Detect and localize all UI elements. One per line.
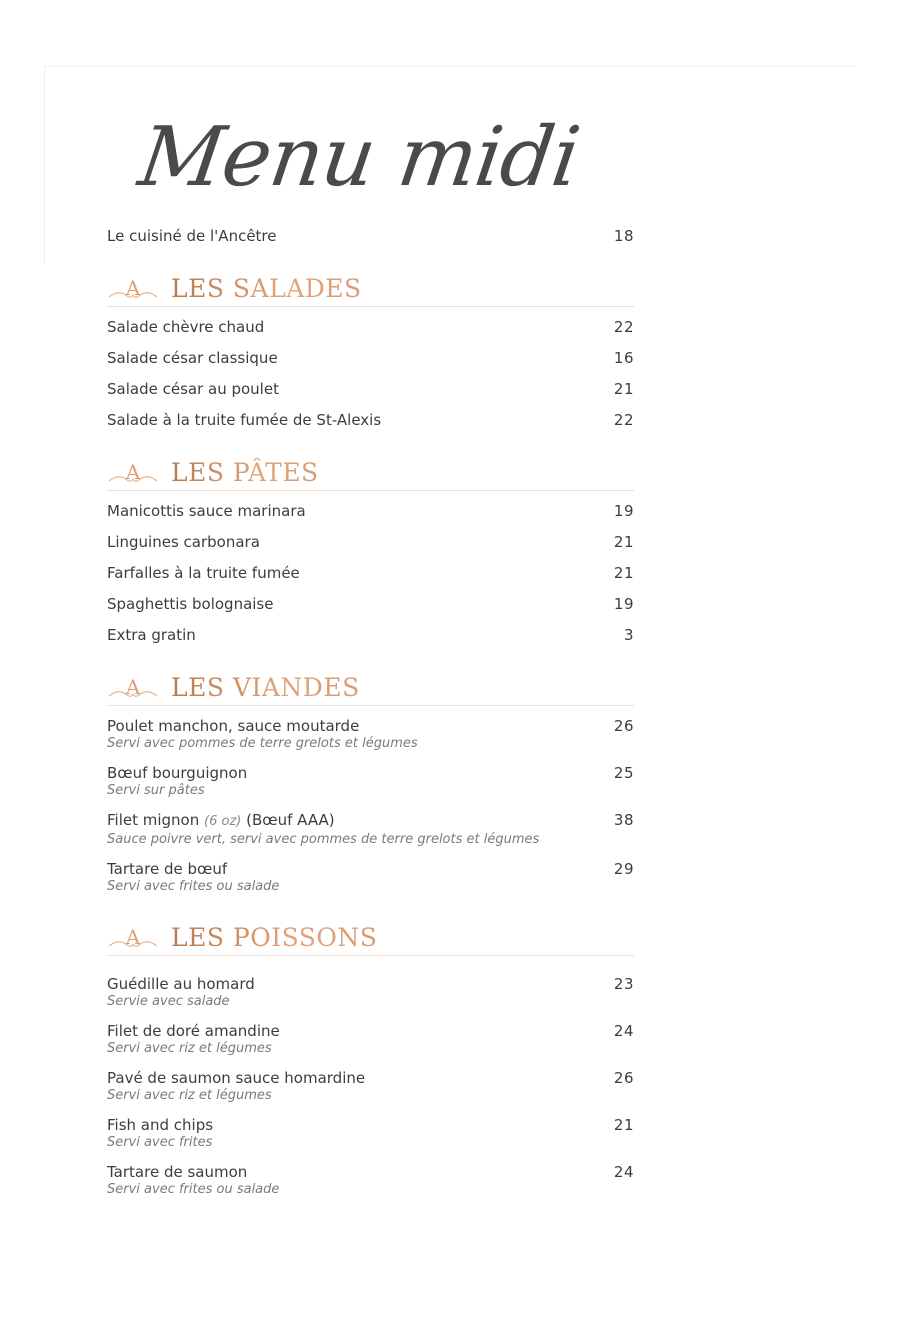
item-name: Extra gratin: [107, 626, 196, 644]
item-name: Filet de doré amandine: [107, 1022, 280, 1040]
menu-item: [107, 974, 634, 1010]
menu-item: [107, 317, 634, 337]
item-name-group: [107, 810, 335, 832]
section-title: LES POISSONS: [171, 922, 378, 952]
section-salades: [107, 272, 634, 430]
menu-item: [107, 810, 634, 848]
item-name: Poulet manchon, sauce moutarde: [107, 717, 360, 735]
page-frame-top-border: [44, 66, 856, 67]
menu-item: [107, 1021, 634, 1057]
item-name: Salade césar au poulet: [107, 380, 279, 398]
item-price: 24: [613, 1163, 634, 1181]
section-header: [107, 456, 634, 491]
section-header: [107, 272, 634, 307]
menu-item: [107, 763, 634, 799]
menu-item: [107, 1162, 634, 1198]
item-price: 26: [613, 1069, 634, 1087]
page-title: Menu midi: [133, 110, 585, 205]
item-description: Servi avec frites ou salade: [107, 879, 280, 894]
item-name: Fish and chips: [107, 1116, 214, 1134]
menu-item: [107, 594, 634, 614]
section-viandes: [107, 671, 634, 895]
item-description: Servi avec riz et légumes: [107, 1041, 272, 1056]
item-name: Tartare de bœuf: [107, 860, 228, 878]
menu-item: [107, 716, 634, 752]
item-price: 23: [613, 975, 634, 993]
intro-item: [107, 226, 634, 246]
menu-item: [107, 1115, 634, 1151]
item-price: 29: [613, 860, 634, 878]
item-name: Tartare de saumon: [107, 1163, 248, 1181]
section-title: LES SALADES: [171, 273, 362, 303]
section-header: [107, 921, 634, 956]
item-price: 21: [613, 380, 634, 398]
menu-item: [107, 410, 634, 430]
item-description: Servie avec salade: [107, 994, 230, 1009]
svg-text:A: A: [125, 925, 141, 949]
ornament-a-icon: [107, 275, 159, 301]
item-price: 21: [613, 564, 634, 582]
item-name: Spaghettis bolognaise: [107, 595, 274, 613]
item-price: 19: [613, 595, 634, 613]
item-price: 25: [613, 764, 634, 782]
menu-item: [107, 379, 634, 399]
menu-item: [107, 563, 634, 583]
item-name: Salade chèvre chaud: [107, 318, 265, 336]
item-description: Servi avec frites: [107, 1135, 213, 1150]
section-title: LES VIANDES: [171, 672, 360, 702]
svg-text:A: A: [125, 460, 141, 484]
menu-item: [107, 348, 634, 368]
item-description: Servi sur pâtes: [107, 783, 205, 798]
item-price: 38: [613, 811, 634, 829]
item-description: Servi avec pommes de terre grelots et légumes: [107, 736, 418, 751]
item-name: Manicottis sauce marinara: [107, 502, 306, 520]
item-price: 22: [613, 411, 634, 429]
item-price: 3: [623, 626, 634, 644]
ornament-a-icon: [107, 674, 159, 700]
menu-list: [107, 226, 634, 1209]
item-name: Linguines carbonara: [107, 533, 260, 551]
section-header: [107, 671, 634, 706]
item-name: Bœuf bourguignon: [107, 764, 248, 782]
item-price: 21: [613, 1116, 634, 1134]
item-weight-note: (6 oz): [204, 814, 242, 829]
menu-item: [107, 501, 634, 521]
section-title: LES PÂTES: [171, 457, 319, 487]
menu-item: [107, 859, 634, 895]
page-frame-left-border: [44, 66, 45, 264]
item-name: Le cuisiné de l'Ancêtre: [107, 227, 277, 245]
item-price: 24: [613, 1022, 634, 1040]
menu-item: [107, 532, 634, 552]
item-description: Servi avec frites ou salade: [107, 1182, 280, 1197]
item-description: Servi avec riz et légumes: [107, 1088, 272, 1103]
item-price: 16: [613, 349, 634, 367]
svg-text:A: A: [125, 675, 141, 699]
item-name: Farfalles à la truite fumée: [107, 564, 300, 582]
svg-text:A: A: [125, 276, 141, 300]
item-price: 18: [613, 227, 634, 245]
ornament-a-icon: [107, 924, 159, 950]
item-price: 21: [613, 533, 634, 551]
ornament-a-icon: [107, 459, 159, 485]
item-grade: (Bœuf AAA): [246, 811, 335, 829]
item-name: Salade à la truite fumée de St-Alexis: [107, 411, 382, 429]
item-description: Sauce poivre vert, servi avec pommes de terre grelots et légumes: [107, 832, 540, 847]
item-name: Filet mignon: [107, 811, 200, 829]
item-name: Salade césar classique: [107, 349, 278, 367]
item-name: Pavé de saumon sauce homardine: [107, 1069, 366, 1087]
section-pates: [107, 456, 634, 645]
item-price: 22: [613, 318, 634, 336]
item-name: Guédille au homard: [107, 975, 255, 993]
menu-item: [107, 625, 634, 645]
section-poissons: [107, 921, 634, 1198]
item-price: 19: [613, 502, 634, 520]
menu-item: [107, 1068, 634, 1104]
item-price: 26: [613, 717, 634, 735]
